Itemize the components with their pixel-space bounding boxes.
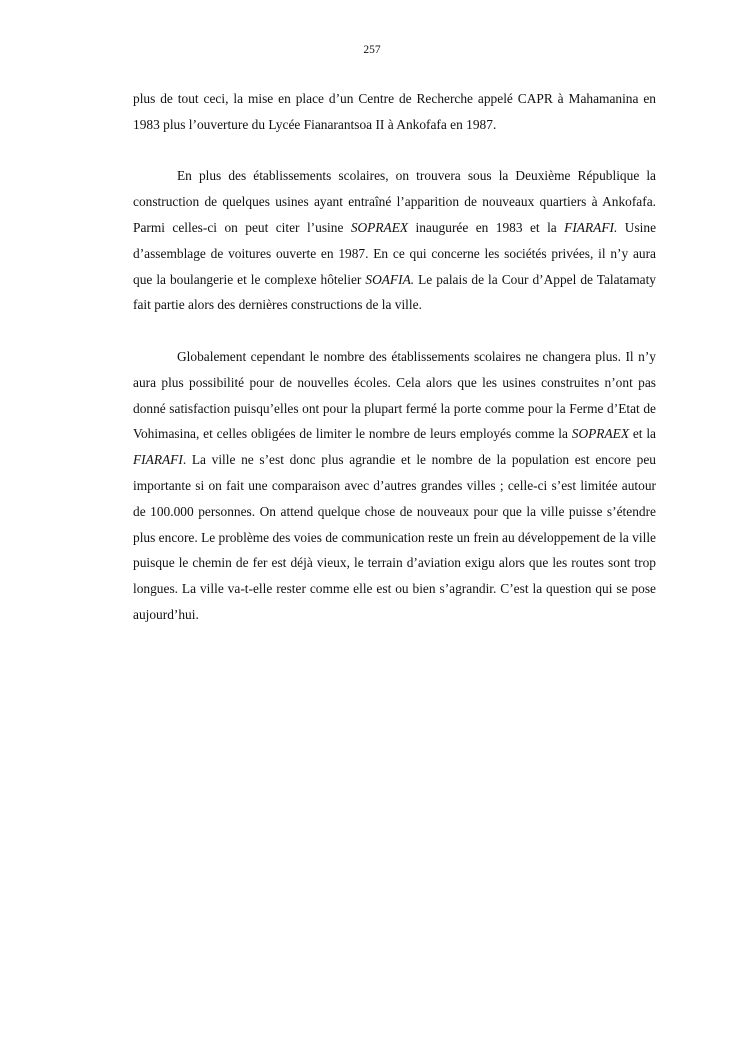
- body-text: [133, 86, 656, 628]
- paragraph-2-text: Le palais de la Cour d’Appel de Talatamaty fait partie alors des dernières constructions de la ville.: [133, 271, 656, 313]
- company-name-soafia: SOAFIA.: [365, 271, 415, 287]
- page-number: 257: [363, 44, 381, 56]
- paragraph-2: [133, 163, 656, 318]
- paragraph-1: [133, 86, 656, 138]
- company-name-fiarafi: FIARAFI.: [564, 219, 618, 235]
- paragraph-3-text: et la: [629, 426, 657, 442]
- paragraph-2-text: Usine d’assemblage de voitures ouverte en 1987. En ce qui concerne les sociétés privées, il n’y aura que la boulangerie et le complexe hôtelier: [133, 219, 657, 287]
- paragraph-3-text: Globalement cependant le nombre des établissements scolaires ne changera plus. Il n’y aura plus possibilité pour de nouvelles écoles. Cela alors que les usines construites n’ont pas donné satisfaction puisqu’elles ont pour la plupart fermé la porte comme pour la Ferme d’Etat de Vohimasina, et celles obligées de limiter le nombre de leurs employés comme la: [133, 348, 656, 442]
- paragraph-3: [133, 344, 656, 628]
- company-name-fiarafi: FIARAFI: [133, 452, 183, 468]
- paragraph-2-text: En plus des établissements scolaires, on trouvera sous la Deuxième République la construction de quelques usines ayant entraîné l’apparition de nouveaux quartiers à Ankofafa. Parmi celles-ci on peut citer l’usine: [133, 168, 656, 235]
- company-name-sopraex: SOPRAEX: [350, 219, 409, 235]
- paragraph-1-text: plus de tout ceci, la mise en place d’un Centre de Recherche appelé CAPR à Mahamanina en 1983 plus l’ouverture du Lycée Fianarantsoa II à Ankofafa en 1987.: [133, 91, 656, 132]
- paragraph-3-text: . La ville ne s’est donc plus agrandie et le nombre de la population est encore peu importante si on fait une comparaison avec d’autres grandes villes ; celle-ci s’est limitée autour de 100.000 personnes. On attend quelque chose de nouveaux pour que la ville puisse s’étendre plus encore. Le problème des voies de communication reste un frein au développement de la ville puisque le chemin de fer est déjà vieux, le terrain d’aviation exigu alors que les routes sont trop longues. La ville va-t-elle rester comme elle est ou bien s’agrandir. C’est la question qui se pose aujourd’hui.: [133, 452, 656, 622]
- company-name-sopraex: SOPRAEX: [571, 426, 630, 442]
- paragraph-2-text: inaugurée en 1983 et la: [408, 219, 565, 235]
